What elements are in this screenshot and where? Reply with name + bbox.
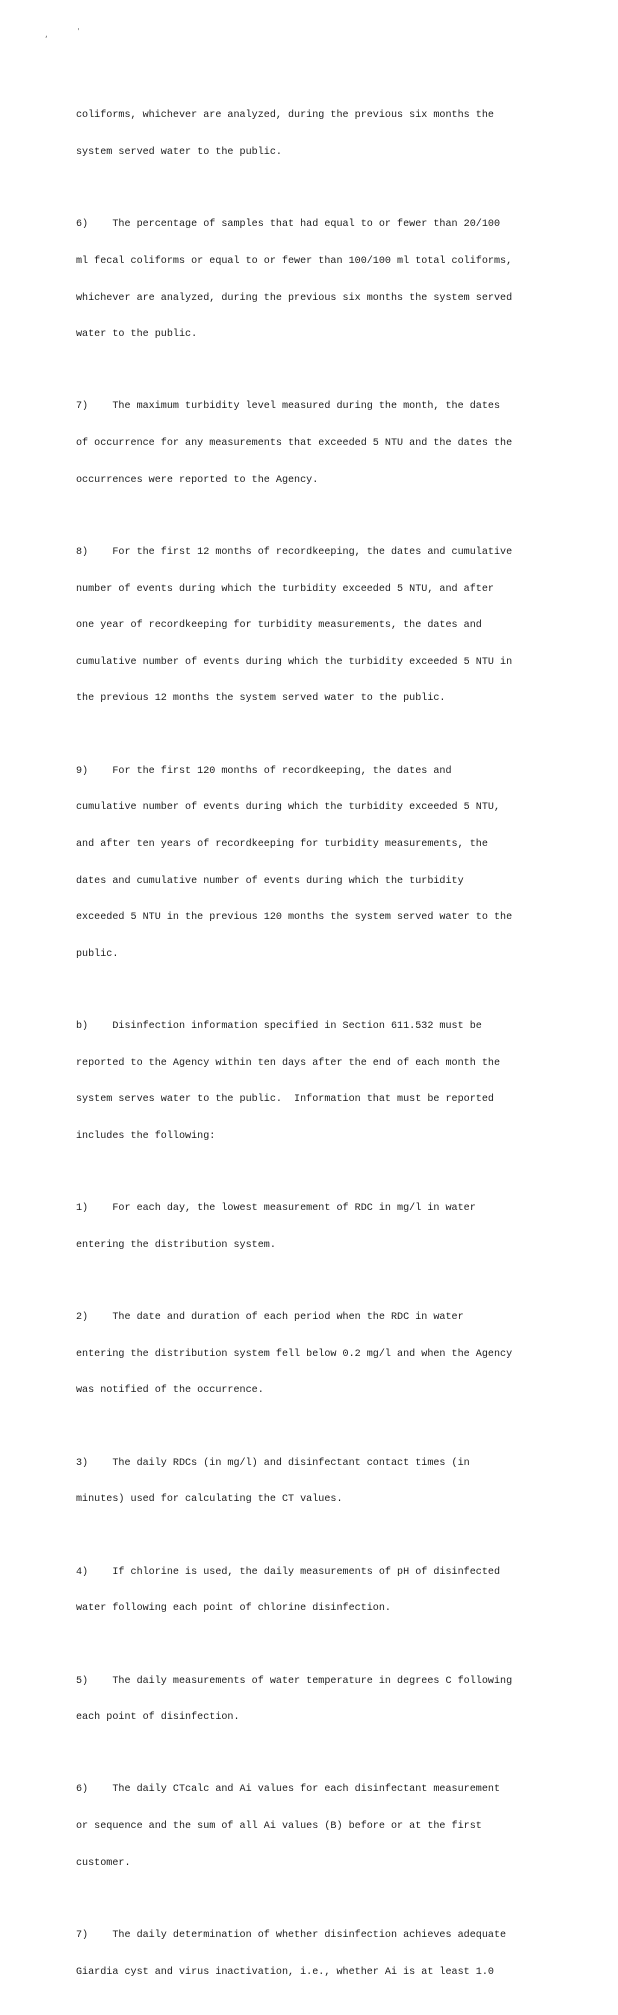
- text-line: 3) The daily RDCs (in mg/l) and disinfectant contact times (in: [76, 1457, 470, 1469]
- text-line: ml fecal coliforms or equal to or fewer than 100/100 ml total coliforms,: [76, 255, 513, 267]
- text-line: number of events during which the turbidity exceeded 5 NTU, and after: [76, 583, 494, 595]
- text-line: water to the public.: [76, 329, 198, 341]
- text-line: 7) The maximum turbidity level measured during the month, the dates: [76, 401, 501, 413]
- text-line: whichever are analyzed, during the previous six months the system served: [76, 292, 513, 304]
- paragraph-b-item-6: [76, 1760, 546, 1894]
- text-line: b) Disinfection information specified in Section 611.532 must be: [76, 1021, 482, 1033]
- text-line: entering the distribution system fell below 0.2 mg/l and when the Agency: [76, 1348, 513, 1360]
- text-line: coliforms, whichever are analyzed, during the previous six months the: [76, 110, 494, 122]
- paragraph-b-item-1: [76, 1179, 546, 1277]
- text-line: 1) For each day, the lowest measurement of RDC in mg/l in water: [76, 1203, 476, 1215]
- paragraph-b-item-5: [76, 1651, 546, 1749]
- text-line: dates and cumulative number of events during which the turbidity: [76, 875, 464, 887]
- text-line: customer.: [76, 1857, 131, 1869]
- text-line: Giardia cyst and virus inactivation, i.e., whether Ai is at least 1.0: [76, 1966, 494, 1978]
- text-line: system served water to the public.: [76, 147, 282, 159]
- text-line: occurrences were reported to the Agency.: [76, 474, 319, 486]
- text-line: 6) The daily CTcalc and Ai values for each disinfectant measurement: [76, 1784, 501, 1796]
- text-line: of occurrence for any measurements that exceeded 5 NTU and the dates the: [76, 438, 513, 450]
- text-line: exceeded 5 NTU in the previous 120 months the system served water to the: [76, 912, 513, 924]
- text-line: the previous 12 months the system served water to the public.: [76, 693, 446, 705]
- scan-mark: ': [76, 27, 81, 36]
- paragraph-item-8: [76, 523, 546, 730]
- paragraph-b-item-4: [76, 1542, 546, 1640]
- text-line: was notified of the occurrence.: [76, 1385, 264, 1397]
- text-line: reported to the Agency within ten days after the end of each month the: [76, 1057, 501, 1069]
- paragraph-b-item-3: [76, 1433, 546, 1531]
- text-line: 9) For the first 120 months of recordkeeping, the dates and: [76, 765, 452, 777]
- text-line: 5) The daily measurements of water temperature in degrees C following: [76, 1675, 513, 1687]
- text-line: or sequence and the sum of all Ai values (B) before or at the first: [76, 1821, 482, 1833]
- paragraph-b-item-2: [76, 1288, 546, 1422]
- paragraph-b-item-7: [76, 1906, 546, 2004]
- paragraph-section-b: [76, 997, 546, 1168]
- paragraph-item-9: [76, 741, 546, 985]
- document-body: [76, 86, 546, 2015]
- text-line: minutes) used for calculating the CT values.: [76, 1494, 343, 1506]
- text-line: one year of recordkeeping for turbidity measurements, the dates and: [76, 620, 482, 632]
- text-line: 8) For the first 12 months of recordkeeping, the dates and cumulative: [76, 547, 513, 558]
- text-line: cumulative number of events during which the turbidity exceeded 5 NTU,: [76, 802, 501, 814]
- text-line: each point of disinfection.: [76, 1712, 240, 1724]
- paragraph-continuation: [76, 86, 546, 184]
- text-line: system serves water to the public. Information that must be reported: [76, 1094, 494, 1106]
- text-line: 2) The date and duration of each period when the RDC in water: [76, 1312, 464, 1324]
- scan-mark: ,: [44, 30, 49, 39]
- text-line: includes the following:: [76, 1130, 216, 1142]
- text-line: water following each point of chlorine disinfection.: [76, 1603, 391, 1615]
- text-line: and after ten years of recordkeeping for turbidity measurements, the: [76, 838, 488, 850]
- text-line: cumulative number of events during which the turbidity exceeded 5 NTU in: [76, 656, 513, 668]
- paragraph-item-7: [76, 377, 546, 511]
- text-line: public.: [76, 948, 119, 960]
- text-line: 4) If chlorine is used, the daily measurements of pH of disinfected: [76, 1566, 501, 1578]
- paragraph-item-6: [76, 195, 546, 366]
- text-line: 7) The daily determination of whether disinfection achieves adequate: [76, 1930, 507, 1941]
- text-line: entering the distribution system.: [76, 1239, 276, 1251]
- text-line: 6) The percentage of samples that had equal to or fewer than 20/100: [76, 219, 501, 231]
